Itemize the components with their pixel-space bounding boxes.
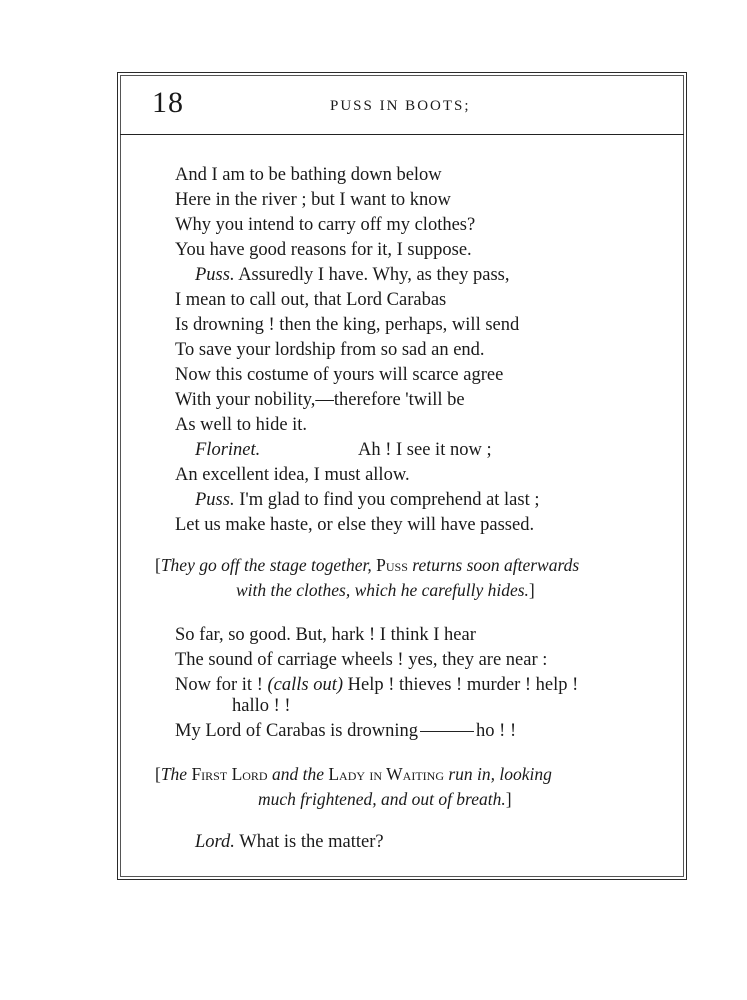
stage-text: and the (271, 764, 324, 784)
verse-text: ho ! ! (476, 721, 517, 741)
speech-line (195, 266, 509, 285)
verse-line: Here in the river ; but I want to know (175, 190, 451, 210)
verse-text: My Lord of Carabas is drowning (175, 721, 419, 741)
bracket-open: [ (155, 764, 161, 784)
verse-text: Now for it ! (175, 675, 263, 695)
header-rule (120, 134, 684, 135)
aside-direction: (calls out) (267, 675, 344, 695)
speaker-name: Lord. (195, 832, 235, 852)
verse-line: So far, so good. But, hark ! I think I hear (175, 625, 476, 645)
stage-text: They go off the stage together, (160, 555, 372, 575)
speech-text: Assuredly I have. Why, as they pass, (238, 265, 510, 285)
speech-line (195, 441, 260, 460)
stage-text: The (160, 764, 188, 784)
speaker-name: Puss. (195, 490, 235, 510)
character-name: First Lord (191, 764, 268, 784)
bracket-close: ] (505, 789, 512, 809)
verse-line: Why you intend to carry off my clothes? (175, 215, 476, 235)
character-name: Lady in Waiting (328, 764, 444, 784)
verse-line: I mean to call out, that Lord Carabas (175, 290, 447, 310)
verse-line (175, 676, 578, 695)
bracket-open: [ (155, 555, 161, 575)
bracket-close: ] (528, 580, 535, 600)
verse-line: An excellent idea, I must allow. (175, 465, 410, 485)
page-number: 18 (152, 86, 184, 119)
verse-line: With your nobility,—therefore 'twill be (175, 390, 465, 410)
running-head: PUSS IN BOOTS; (330, 98, 471, 114)
stage-text: much frightened, and out of breath. (258, 789, 506, 809)
stage-text: returns soon afterwards (412, 555, 580, 575)
verse-line: Let us make haste, or else they will have passed. (175, 515, 535, 535)
speech-text: I'm glad to find you comprehend at last ; (239, 490, 540, 510)
stage-direction (155, 766, 552, 784)
verse-line (175, 722, 516, 741)
speech-line (195, 491, 540, 510)
speaker-name: Florinet. (195, 440, 261, 460)
stage-text: run in, looking (448, 764, 552, 784)
speech-line (195, 833, 384, 852)
character-name: Puss (376, 555, 408, 575)
verse-text: Help ! thieves ! murder ! help ! (347, 675, 579, 695)
stage-direction-cont (258, 791, 512, 809)
stage-direction (155, 557, 579, 575)
verse-line: As well to hide it. (175, 415, 308, 435)
verse-line: Now this costume of yours will scarce agree (175, 365, 504, 385)
em-dash-rule (420, 731, 474, 732)
stage-text: with the clothes, which he carefully hides. (236, 580, 529, 600)
verse-line: And I am to be bathing down below (175, 165, 442, 185)
speech-text: Ah ! I see it now ; (358, 440, 492, 460)
verse-line: Is drowning ! then the king, perhaps, will send (175, 315, 520, 335)
verse-line: To save your lordship from so sad an end. (175, 340, 485, 360)
speaker-name: Puss. (195, 265, 235, 285)
verse-line: You have good reasons for it, I suppose. (175, 240, 472, 260)
verse-line-cont: hallo ! ! (232, 696, 291, 716)
stage-direction-cont (236, 582, 535, 600)
speech-text: What is the matter? (239, 832, 384, 852)
verse-line: The sound of carriage wheels ! yes, they are near : (175, 650, 548, 670)
